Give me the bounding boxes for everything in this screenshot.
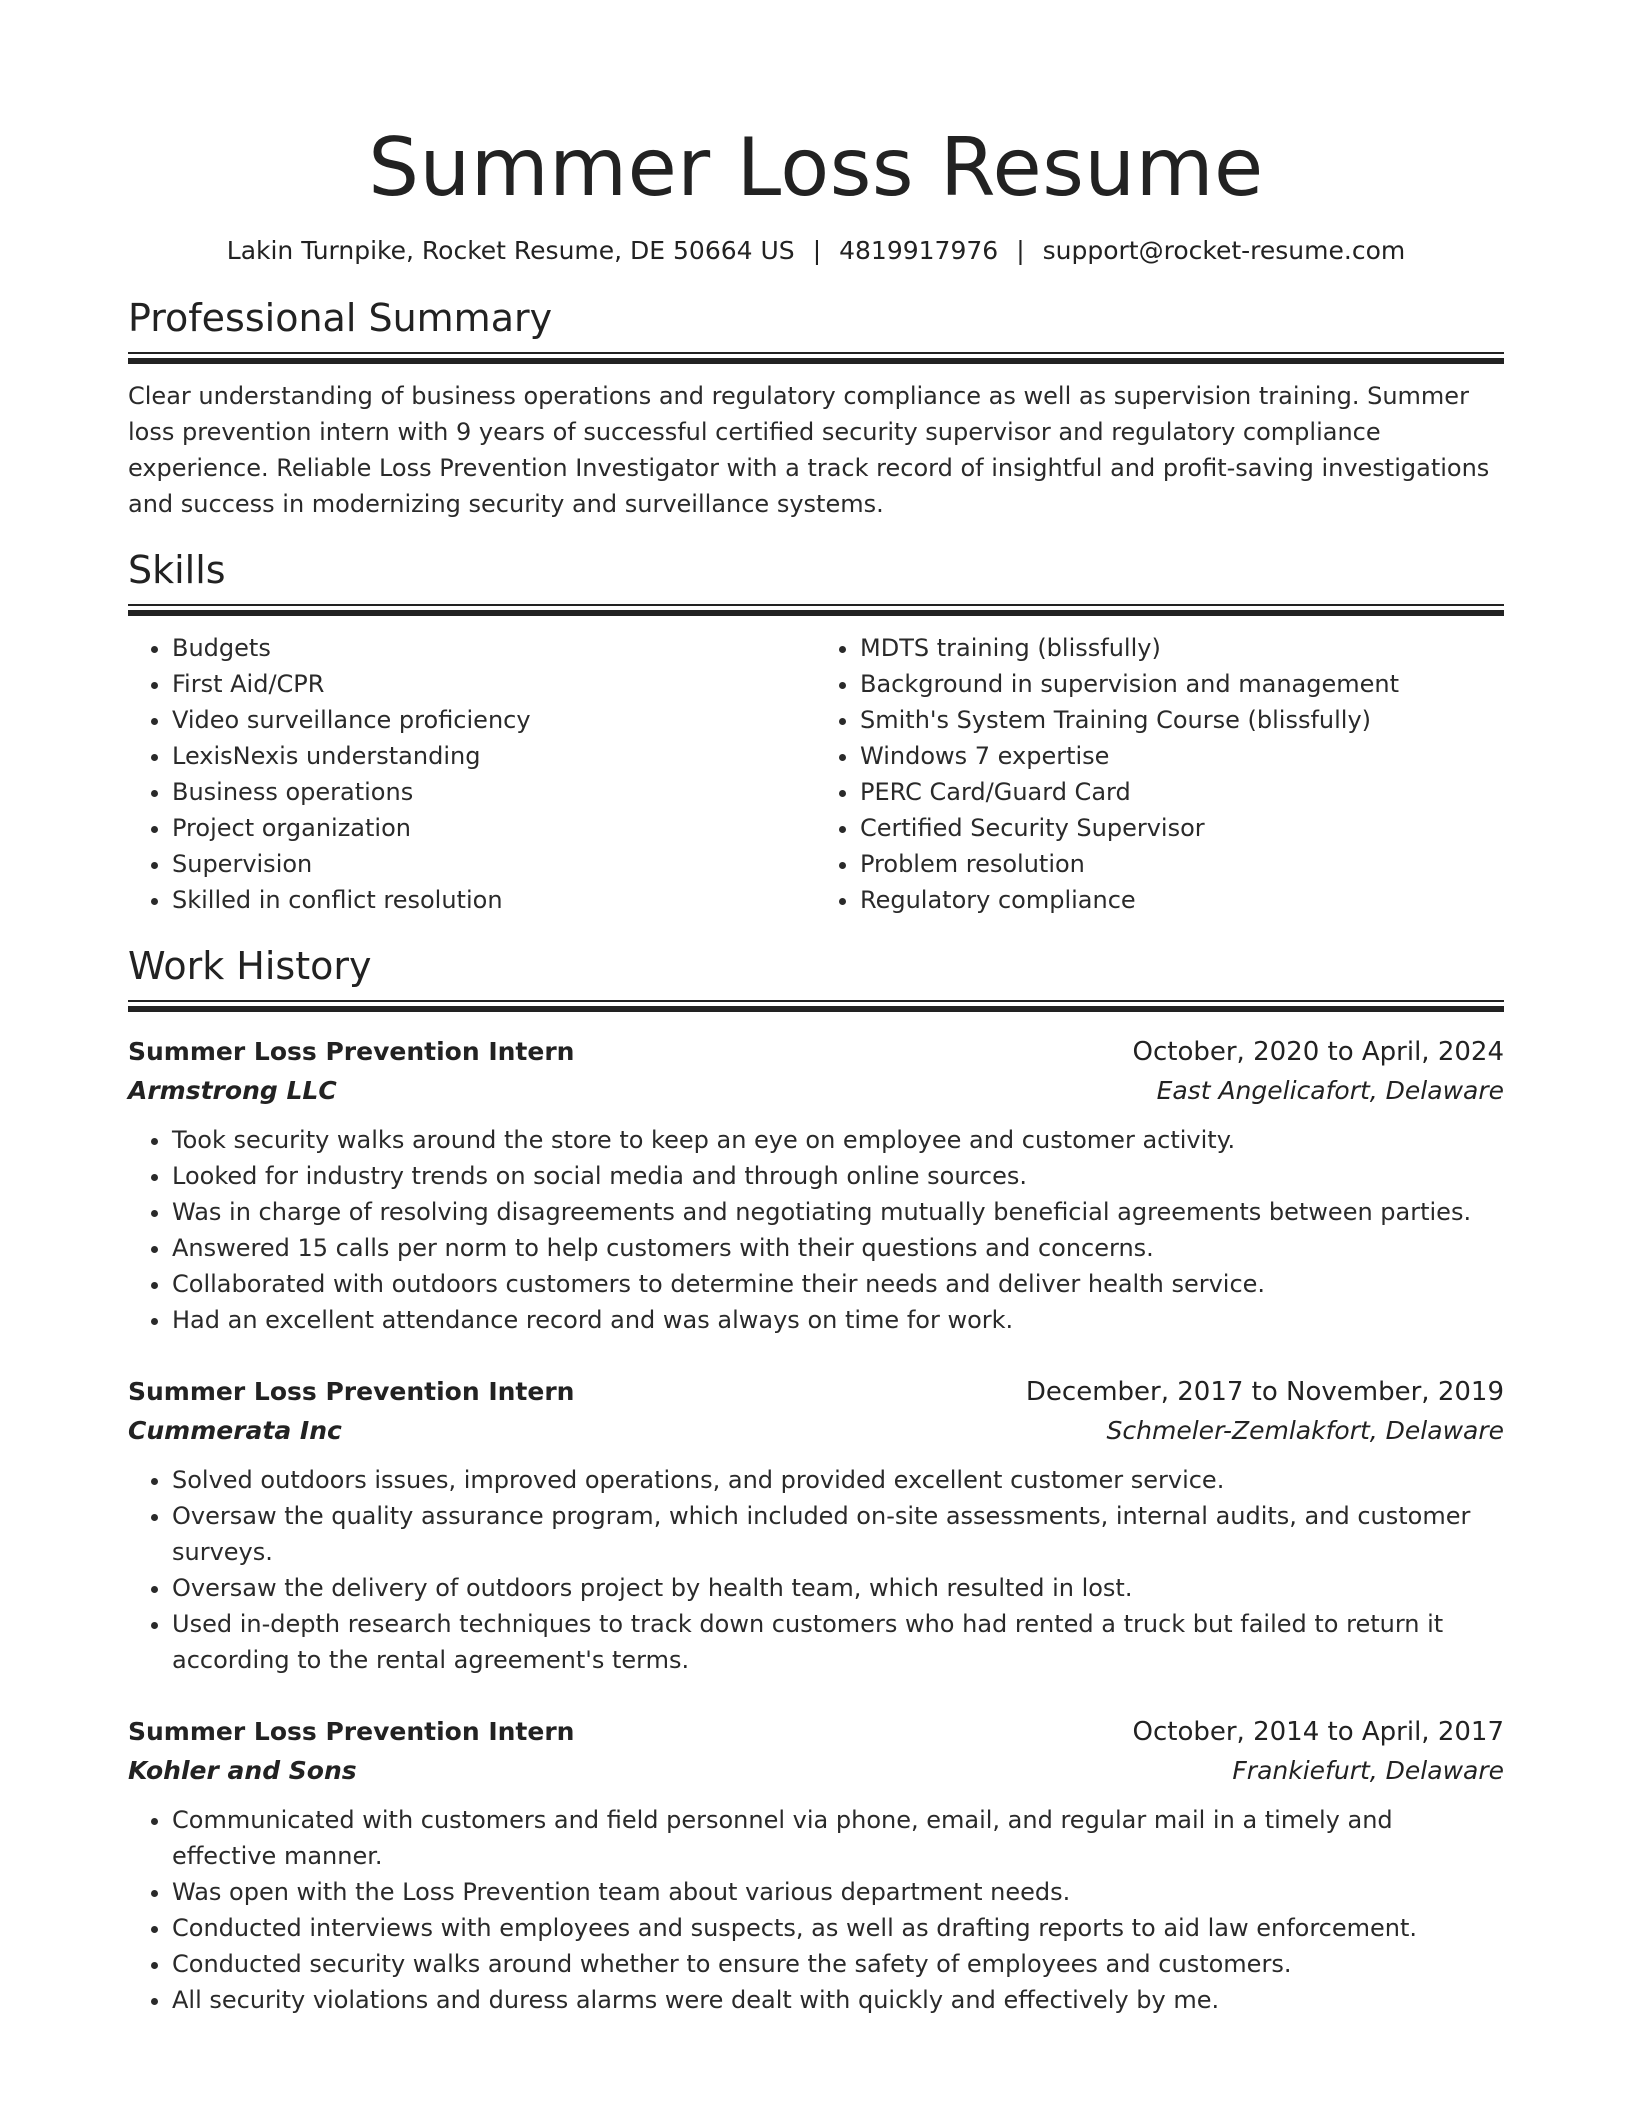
skills-section	[128, 546, 1504, 918]
job-header	[128, 1712, 1504, 1752]
skill-item: • Regulatory compliance	[860, 882, 1504, 918]
job-bullet: • Looked for industry trends on social media and through online sources.	[172, 1158, 1504, 1194]
contact-line	[128, 234, 1504, 268]
skill-item: • Skilled in conflict resolution	[172, 882, 816, 918]
job-location: Frankiefurt, Delaware	[1232, 1756, 1504, 1785]
job-subheader	[128, 1752, 1504, 1790]
contact-address: Lakin Turnpike, Rocket Resume, DE 50664 US	[226, 236, 795, 265]
section-divider	[128, 604, 1504, 616]
skill-item: • First Aid/CPR	[172, 666, 816, 702]
contact-phone: 4819917976	[839, 236, 999, 265]
job-entry	[128, 1032, 1504, 1338]
skill-item: • MDTS training (blissfully)	[860, 630, 1504, 666]
skill-item: • Video surveillance proficiency	[172, 702, 816, 738]
job-bullet: • All security violations and duress alarms were dealt with quickly and effectively by me.	[172, 1982, 1504, 2018]
job-bullet: • Collaborated with outdoors customers to determine their needs and deliver health service.	[172, 1266, 1504, 1302]
contact-email: support@rocket-resume.com	[1042, 236, 1406, 265]
job-bullets	[128, 1462, 1504, 1678]
job-dates: October, 2014 to April, 2017	[1132, 1717, 1504, 1747]
skill-item: • Problem resolution	[860, 846, 1504, 882]
summary-section	[128, 294, 1504, 522]
skills-list-left	[128, 630, 816, 918]
job-bullets	[128, 1802, 1504, 2018]
skill-item: • LexisNexis understanding	[172, 738, 816, 774]
contact-separator: |	[1016, 236, 1025, 265]
skill-item: • Business operations	[172, 774, 816, 810]
job-bullet: • Had an excellent attendance record and was always on time for work.	[172, 1302, 1504, 1338]
skills-list-right	[816, 630, 1504, 918]
job-subheader	[128, 1412, 1504, 1450]
skills-columns	[128, 630, 1504, 918]
job-bullet: • Conducted interviews with employees and suspects, as well as drafting reports to aid law enforcement.	[172, 1910, 1504, 1946]
job-company: Armstrong LLC	[128, 1076, 337, 1105]
job-dates: December, 2017 to November, 2019	[1025, 1377, 1504, 1407]
job-bullet: • Was in charge of resolving disagreements and negotiating mutually beneficial agreements between parties.	[172, 1194, 1504, 1230]
job-header	[128, 1032, 1504, 1072]
contact-separator: |	[812, 236, 822, 265]
work-history-section	[128, 942, 1504, 2018]
summary-text: Clear understanding of business operations and regulatory compliance as well as supervision training. Summer loss prevention intern with 9 years of successful certified security supervisor and regulatory compliance experience. Reliable Loss Prevention Investigator with a track record of insightful and profit-saving investigations and success in modernizing security and surveillance systems.	[128, 382, 1490, 518]
job-bullet: • Conducted security walks around whether to ensure the safety of employees and customers.	[172, 1946, 1504, 1982]
section-divider	[128, 1000, 1504, 1012]
job-bullet: • Solved outdoors issues, improved operations, and provided excellent customer service.	[172, 1462, 1504, 1498]
job-bullet: • Answered 15 calls per norm to help customers with their questions and concerns.	[172, 1230, 1504, 1266]
job-bullet: • Communicated with customers and field personnel via phone, email, and regular mail in a timely and effective manner.	[172, 1802, 1504, 1874]
skill-item: • Background in supervision and management	[860, 666, 1504, 702]
job-header	[128, 1372, 1504, 1412]
job-location: Schmeler-Zemlakfort, Delaware	[1106, 1416, 1504, 1445]
skill-item: • Project organization	[172, 810, 816, 846]
work-history-title: Work History	[128, 944, 372, 988]
job-entry	[128, 1712, 1504, 2018]
summary-title: Professional Summary	[128, 296, 553, 340]
job-title: Summer Loss Prevention Intern	[128, 1037, 575, 1066]
job-location: East Angelicafort, Delaware	[1156, 1076, 1504, 1105]
job-bullets	[128, 1122, 1504, 1338]
skill-item: • PERC Card/Guard Card	[860, 774, 1504, 810]
job-bullet: • Was open with the Loss Prevention team about various department needs.	[172, 1874, 1504, 1910]
job-subheader	[128, 1072, 1504, 1110]
skill-item: • Certified Security Supervisor	[860, 810, 1504, 846]
job-title: Summer Loss Prevention Intern	[128, 1717, 575, 1746]
section-divider	[128, 352, 1504, 364]
job-bullet: • Oversaw the delivery of outdoors project by health team, which resulted in lost.	[172, 1570, 1504, 1606]
skill-item: • Budgets	[172, 630, 816, 666]
job-title: Summer Loss Prevention Intern	[128, 1377, 575, 1406]
job-company: Cummerata Inc	[128, 1416, 342, 1445]
resume-name: Summer Loss Resume	[368, 121, 1264, 214]
job-bullet: • Oversaw the quality assurance program, which included on-site assessments, internal audits, and customer surveys.	[172, 1498, 1504, 1570]
skill-item: • Windows 7 expertise	[860, 738, 1504, 774]
skill-item: • Smith's System Training Course (blissfully)	[860, 702, 1504, 738]
skill-item: • Supervision	[172, 846, 816, 882]
job-entry	[128, 1372, 1504, 1678]
job-company: Kohler and Sons	[128, 1756, 357, 1785]
job-dates: October, 2020 to April, 2024	[1132, 1037, 1504, 1067]
job-bullet: • Took security walks around the store to keep an eye on employee and customer activity.	[172, 1122, 1504, 1158]
job-bullet: • Used in-depth research techniques to track down customers who had rented a truck but failed to return it according to the rental agreement's terms.	[172, 1606, 1504, 1678]
skills-title: Skills	[128, 548, 226, 592]
